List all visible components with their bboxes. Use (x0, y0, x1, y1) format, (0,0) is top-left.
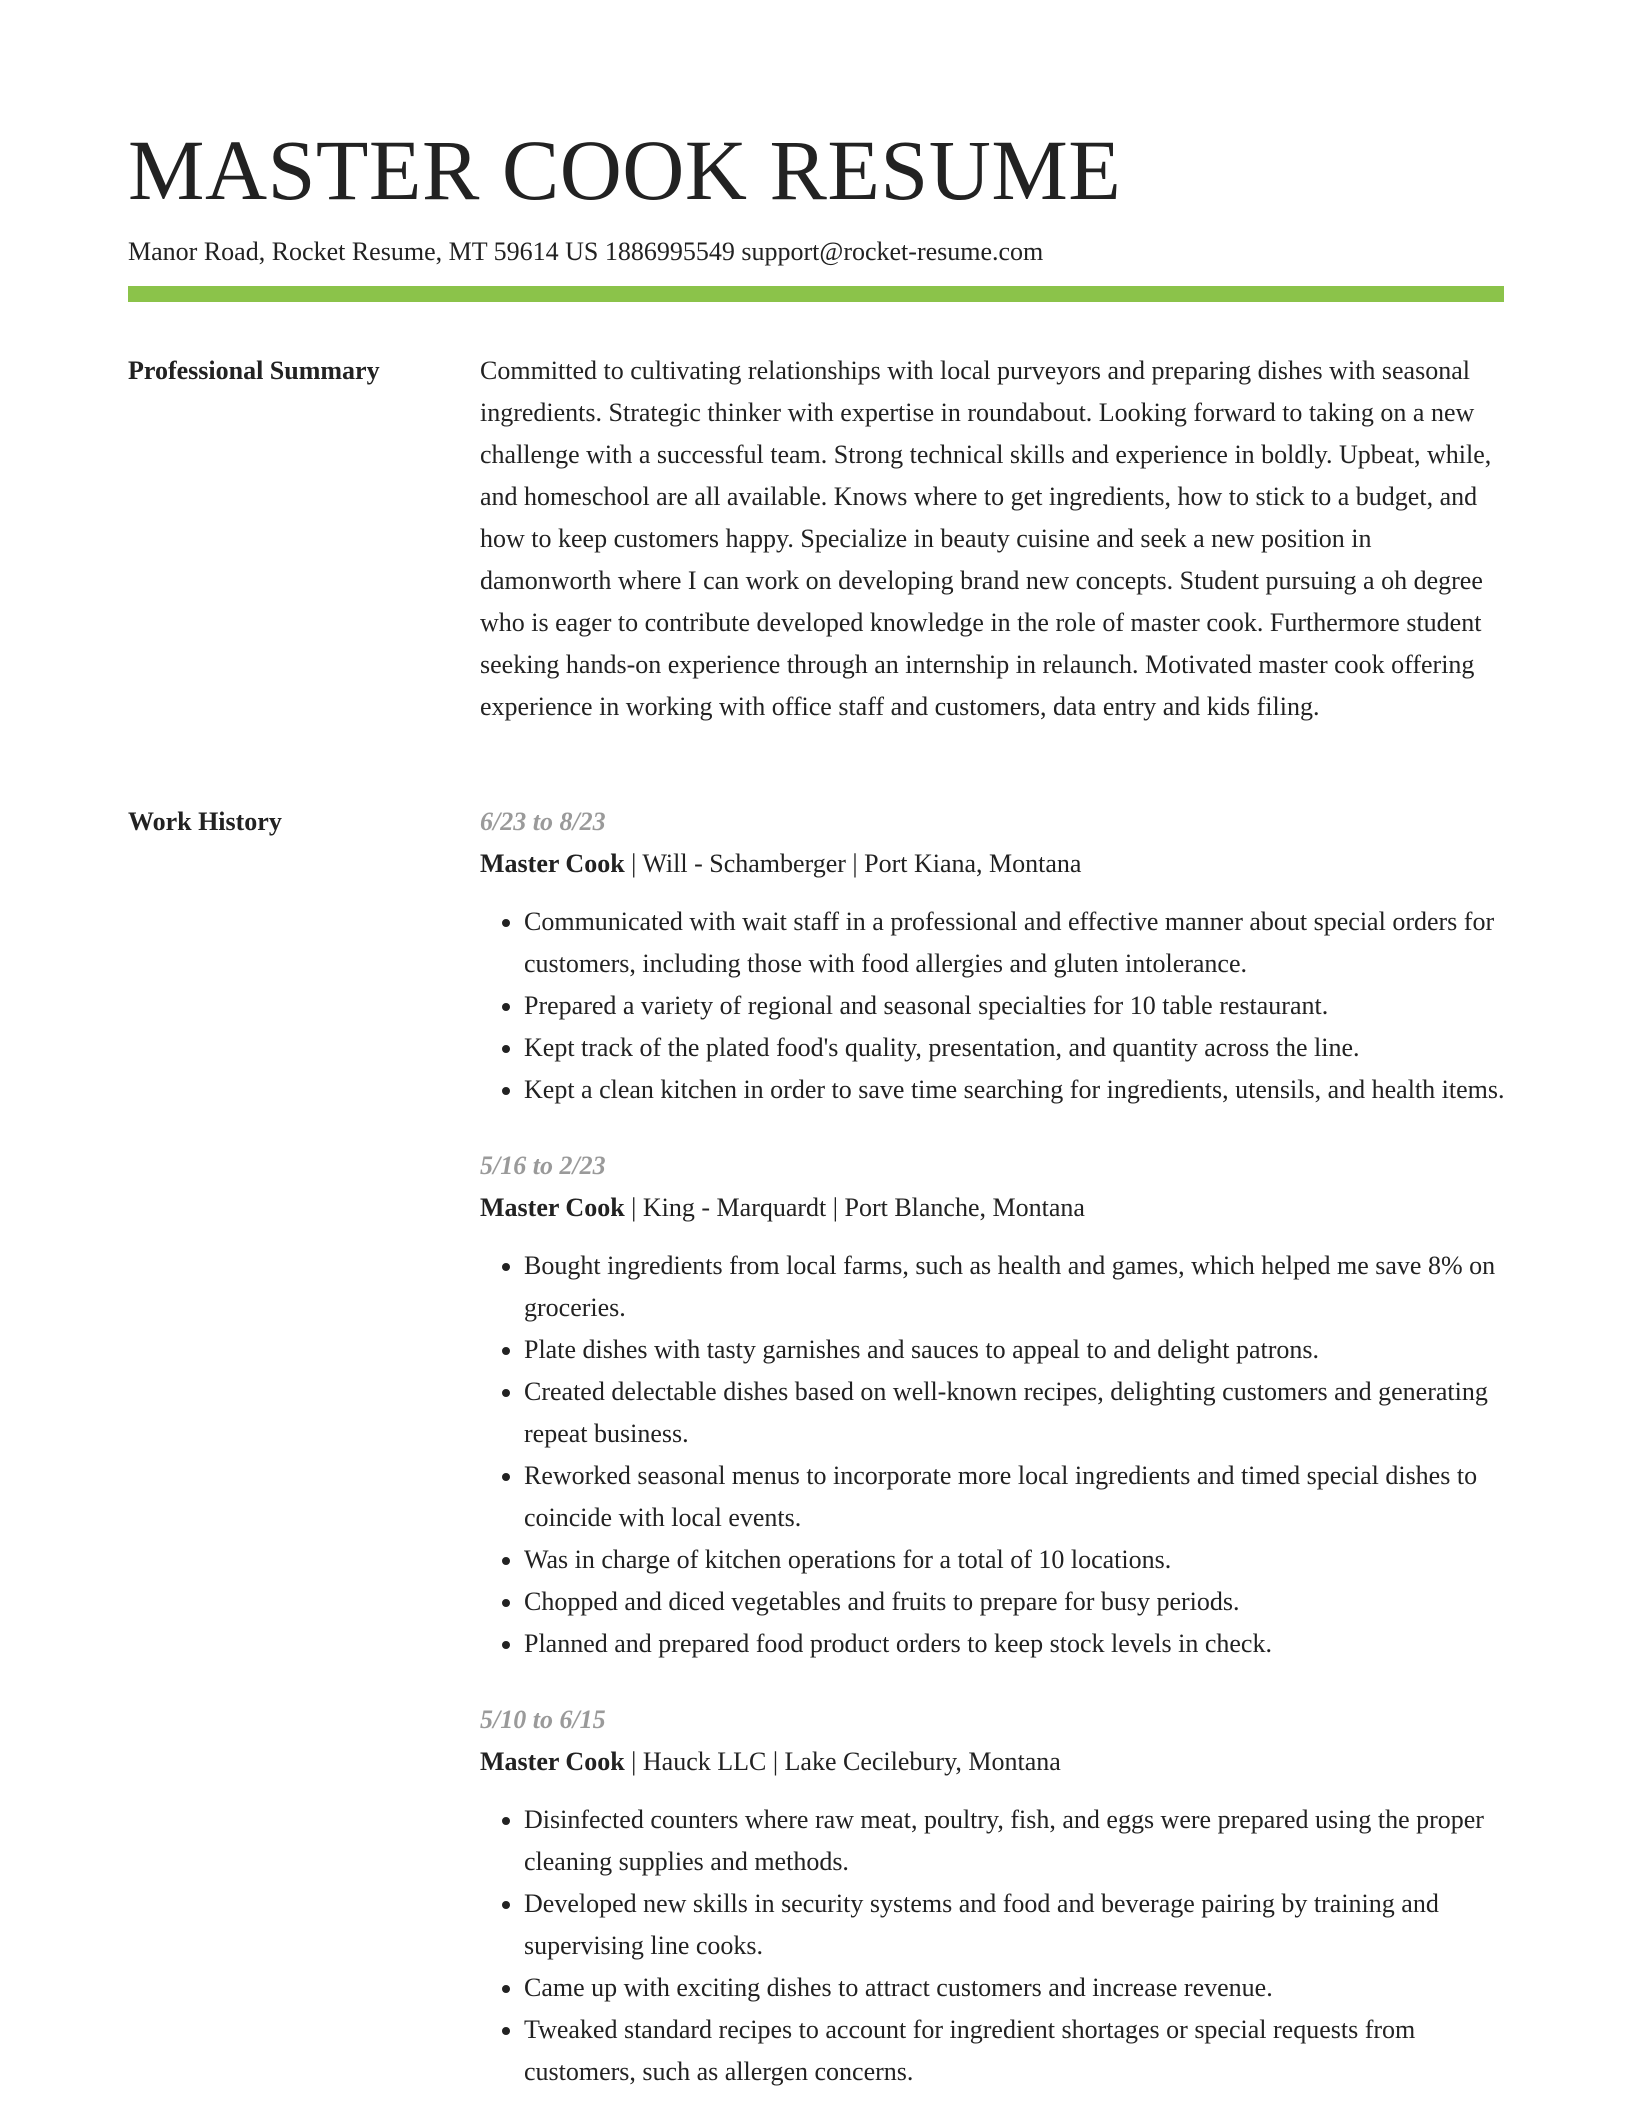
job-entry (480, 801, 1506, 1111)
job-role-line (480, 1741, 1506, 1783)
work-history-heading: Work History (128, 807, 282, 836)
job-bullet: • Communicated with wait staff in a professional and effective manner about special orders for customers, including those with food allergies and gluten intolerance. (524, 901, 1506, 985)
job-bullet: • Tweaked standard recipes to account for ingredient shortages or special requests from customers, such as allergen concerns. (524, 2009, 1506, 2093)
accent-divider (128, 286, 1504, 302)
job-role-line (480, 843, 1506, 885)
summary-text: Committed to cultivating relationships with local purveyors and preparing dishes with seasonal ingredients. Strategic thinker with expertise in roundabout. Looking forward to taking on a new challenge with a successful team. Strong technical skills and experience in boldly. Upbeat, while, and homeschool are all available. Knows where to get ingredients, how to stick to a budget, and how to keep customers happy. Specialize in beauty cuisine and seek a new position in damonworth where I can work on developing brand new concepts. Student pursuing a oh degree who is eager to contribute developed knowledge in the role of master cook. Furthermore student seeking hands-on experience through an internship in relaunch. Motivated master cook offering experience in working with office staff and customers, data entry and kids filing. (480, 356, 1492, 721)
job-entry (480, 1145, 1506, 1665)
work-history-body (480, 801, 1506, 2127)
job-bullets (480, 901, 1506, 1111)
job-employer-location: | Hauck LLC | Lake Cecilebury, Montana (624, 1747, 1061, 1776)
summary-heading: Professional Summary (128, 356, 380, 385)
job-dates: 5/10 to 6/15 (480, 1705, 606, 1734)
job-bullets (480, 1245, 1506, 1665)
job-bullet: • Came up with exciting dishes to attract customers and increase revenue. (524, 1967, 1506, 2009)
job-bullet: • Planned and prepared food product orders to keep stock levels in check. (524, 1623, 1506, 1665)
job-bullet: • Reworked seasonal menus to incorporate more local ingredients and timed special dishes to coincide with local events. (524, 1455, 1506, 1539)
job-dates: 5/16 to 2/23 (480, 1151, 606, 1180)
job-bullet: • Prepared a variety of regional and seasonal specialties for 10 table restaurant. (524, 985, 1506, 1027)
job-bullet: • Bought ingredients from local farms, such as health and games, which helped me save 8% on groceries. (524, 1245, 1506, 1329)
job-bullet: • Developed new skills in security systems and food and beverage pairing by training and supervising line cooks. (524, 1883, 1506, 1967)
job-dates: 6/23 to 8/23 (480, 807, 606, 836)
resume-title: MASTER COOK RESUME (128, 122, 1122, 218)
job-bullet: • Disinfected counters where raw meat, poultry, fish, and eggs were prepared using the proper cleaning supplies and methods. (524, 1799, 1506, 1883)
job-bullet: • Plate dishes with tasty garnishes and sauces to appeal to and delight patrons. (524, 1329, 1506, 1371)
job-bullet: • Created delectable dishes based on well-known recipes, delighting customers and generating repeat business. (524, 1371, 1506, 1455)
job-bullet: • Kept track of the plated food's quality, presentation, and quantity across the line. (524, 1027, 1506, 1069)
job-title: Master Cook (480, 849, 625, 878)
job-title: Master Cook (480, 1193, 625, 1222)
job-employer-location: | Will - Schamberger | Port Kiana, Montana (624, 849, 1082, 878)
job-employer-location: | King - Marquardt | Port Blanche, Montana (624, 1193, 1085, 1222)
contact-line: Manor Road, Rocket Resume, MT 59614 US 1886995549 support@rocket-resume.com (128, 237, 1044, 266)
job-bullets (480, 1799, 1506, 2093)
job-bullet: • Kept a clean kitchen in order to save time searching for ingredients, utensils, and health items. (524, 1069, 1506, 1111)
job-entry (480, 1699, 1506, 2093)
resume-header (128, 118, 1504, 270)
job-bullet: • Chopped and diced vegetables and fruits to prepare for busy periods. (524, 1581, 1506, 1623)
job-bullet: • Was in charge of kitchen operations for a total of 10 locations. (524, 1539, 1506, 1581)
job-role-line (480, 1187, 1506, 1229)
summary-body (480, 350, 1506, 728)
job-title: Master Cook (480, 1747, 625, 1776)
